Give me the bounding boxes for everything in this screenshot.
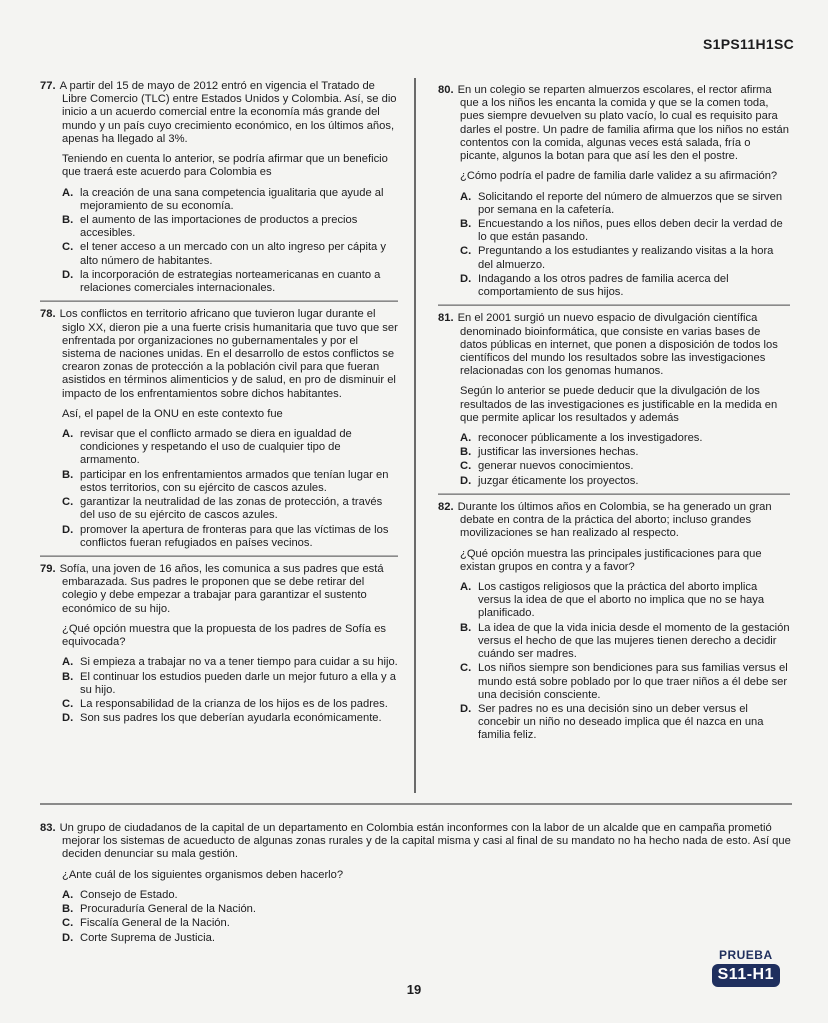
question-82 (438, 501, 790, 743)
option-d[interactable]: D. la incorporación de estrategias norteamericanas en cuanto a relaciones comerciales internacionales. (62, 268, 381, 295)
badge-code: S11-H1 (712, 964, 780, 987)
question-separator (438, 304, 790, 306)
options-list (62, 187, 398, 296)
option-c[interactable]: C. Los niños siempre son bendiciones para sus familias versus el mundo está sobre poblado por lo que traer niños a él debe ser una decisión consciente. (460, 662, 788, 701)
question-number: 83. (40, 822, 56, 834)
option-b[interactable]: B. La idea de que la vida inicia desde el momento de la gestación versus el hecho de que las mujeres tienen derecho a decidir cuándo ser madres. (460, 621, 790, 661)
question-stem: Durante los últimos años en Colombia, se ha generado un gran debate en contra de la práctica del aborto; incluso grandes movilizaciones se han realizado al respecto. (457, 500, 772, 540)
question-stem: Un grupo de ciudadanos de la capital de un departamento en Colombia están inconformes con la labor de un alcalde que en campaña prometió mejorar los sistemas de acueducto de algunas zonas rurales y de la capital misma y casi al final de su mandato no ha hecho nada de esto. Así que deciden denunciar su mala gestión. (59, 822, 791, 861)
question-separator (40, 300, 398, 302)
question-number: 82. (438, 500, 454, 513)
question-prompt: ¿Qué opción muestra las principales justificaciones para que existan grupos en contra y a favor? (460, 547, 762, 573)
option-c[interactable]: C. generar nuevos conocimientos. (460, 460, 634, 473)
question-81 (438, 312, 790, 488)
option-c[interactable]: C. La responsabilidad de la crianza de los hijos es de los padres. (62, 697, 388, 710)
test-badge (712, 948, 780, 987)
question-number: 79. (40, 563, 56, 575)
option-b[interactable]: B. el aumento de las importaciones de productos a precios accesibles. (62, 213, 358, 240)
question-77 (40, 80, 398, 295)
option-b[interactable]: B. participar en los enfrentamientos armados que tenían lugar en estos territorios, con su ejército de cascos azules. (62, 468, 389, 494)
badge-label: PRUEBA (718, 948, 773, 962)
option-c[interactable]: C. garantizar la neutralidad de las zonas de protección, a través del uso de su ejército de cascos azules. (62, 496, 383, 522)
question-79 (40, 563, 398, 725)
option-c[interactable]: C. el tener acceso a un mercado con un alto ingreso per cápita y alto número de habitantes. (62, 241, 386, 267)
options-list (460, 191, 790, 300)
option-a[interactable]: A. reconocer públicamente a los investigadores. (460, 432, 703, 445)
question-prompt: Teniendo en cuenta lo anterior, se podría afirmar que un beneficio que traerá este acuerdo para Colombia es (62, 153, 388, 179)
option-d[interactable]: D. Corte Suprema de Justicia. (62, 931, 215, 944)
option-d[interactable]: D. Son sus padres los que deberían ayudarla económicamente. (62, 712, 382, 725)
options-list (460, 581, 790, 743)
options-list (62, 889, 792, 945)
question-80 (438, 84, 790, 299)
options-list (62, 656, 398, 725)
right-column (438, 84, 790, 744)
question-number: 80. (438, 84, 454, 96)
question-stem: Los conflictos en territorio africano que tuvieron lugar durante el siglo XX, dieron pie a una fuerte crisis humanitaria que tuvo que ser enfrentada por organizaciones no gubernamentales y por el sistema de naciones unidas. En el desarrollo de estos conflictos se crearon zonas de protección a la población civil para que fueran asistidos en términos alimenticios y de salud, en pro de disminuir el impacto de los enfrentamientos sobre dichos habitantes. (59, 308, 398, 400)
option-d[interactable]: D. Ser padres no es una decisión sino un deber versus el concebir un niño no deseado implica que él nazca en una familia feliz. (460, 702, 764, 742)
question-prompt: Según lo anterior se puede deducir que la divulgación de los resultados de las investigaciones es justificable en la medida en que permite aplicar los resultados y además (460, 385, 778, 424)
full-width-separator (40, 803, 792, 805)
question-number: 81. (438, 312, 454, 325)
question-prompt: ¿Cómo podría el padre de familia darle validez a su afirmación? (460, 170, 778, 183)
page-number: 19 (406, 982, 422, 997)
option-d[interactable]: D. juzgar éticamente los proyectos. (460, 474, 639, 487)
left-column (40, 80, 398, 726)
question-prompt: ¿Ante cuál de los siguientes organismos deben hacerlo? (62, 868, 344, 881)
option-d[interactable]: D. promover la apertura de fronteras para que las víctimas de los conflictos fueran refugiados en países vecinos. (62, 523, 389, 549)
question-stem: Sofía, una joven de 16 años, les comunica a sus padres que está embarazada. Sus padres le proponen que se debe retirar del colegio y debe empezar a trabajar para garantizar el sustento económico de su hijo. (59, 563, 384, 615)
option-b[interactable]: B. Procuraduría General de la Nación. (62, 903, 256, 916)
column-divider (414, 78, 416, 793)
question-78 (40, 308, 398, 550)
booklet-code: S1PS11H1SC (703, 36, 794, 52)
options-list (460, 432, 790, 488)
question-separator (40, 555, 398, 557)
option-a[interactable]: A. Los castigos religiosos que la práctica del aborto implica versus la idea de que el aborto no implica que no se haya planificado. (460, 581, 765, 620)
question-number: 77. (40, 80, 56, 92)
question-stem: En un colegio se reparten almuerzos escolares, el rector afirma que a los niños les encanta la comida y que se la comen toda, pues siempre devuelven su plato vacío, lo cual es requisito para darles el postre. Un padre de familia afirma que los niños no están contentos con la comida, algunas veces está salada, fría o picante, algunos la botan para que así les den el postre. (457, 84, 789, 163)
option-a[interactable]: A. Si empieza a trabajar no va a tener tiempo para cuidar a su hijo. (62, 656, 398, 669)
option-b[interactable]: B. Encuestando a los niños, pues ellos deben decir la verdad de lo que están pasando. (460, 217, 783, 244)
option-b[interactable]: B. justificar las inversiones hechas. (460, 446, 639, 459)
options-list (62, 428, 398, 550)
question-separator (438, 493, 790, 495)
question-stem: En el 2001 surgió un nuevo espacio de divulgación científica denominado bioinformática, que consiste en varias bases de datos públicas en internet, que ponen a disposición de todos los científicos del mundo los resultados sobre las investigaciones relacionadas con los genomas humanos. (457, 312, 778, 378)
question-prompt: Así, el papel de la ONU en este contexto fue (62, 407, 283, 420)
option-a[interactable]: A. Consejo de Estado. (62, 888, 178, 901)
question-number: 78. (40, 308, 56, 321)
question-prompt: ¿Qué opción muestra que la propuesta de los padres de Sofía es equivocada? (62, 622, 387, 649)
option-c[interactable]: C. Fiscalía General de la Nación. (62, 917, 230, 930)
option-a[interactable]: A. la creación de una sana competencia igualitaria que ayude al mejoramiento de su economía. (62, 186, 384, 212)
question-stem: A partir del 15 de mayo de 2012 entró en vigencia el Tratado de Libre Comercio (TLC) entre Estados Unidos y Colombia. Así, se dio inicio a un acuerdo comercial entre la economía más grande del mundo y un país cuyo crecimiento económico, en los últimos años, apenas ha llegado al 3%. (59, 80, 397, 145)
option-b[interactable]: B. El continuar los estudios pueden darle un mejor futuro a ella y a su hijo. (62, 670, 396, 696)
question-83 (40, 822, 792, 946)
option-a[interactable]: A. revisar que el conflicto armado se diera en igualdad de condiciones y respetando el uso de cualquier tipo de armamento. (62, 428, 352, 467)
option-c[interactable]: C. Preguntando a los estudiantes y realizando visitas a la hora del almuerzo. (460, 245, 774, 271)
option-d[interactable]: D. Indagando a los otros padres de familia acerca del comportamiento de sus hijos. (460, 272, 729, 299)
option-a[interactable]: A. Solicitando el reporte del número de almuerzos que se sirven por semana en la cafetería. (460, 190, 783, 216)
